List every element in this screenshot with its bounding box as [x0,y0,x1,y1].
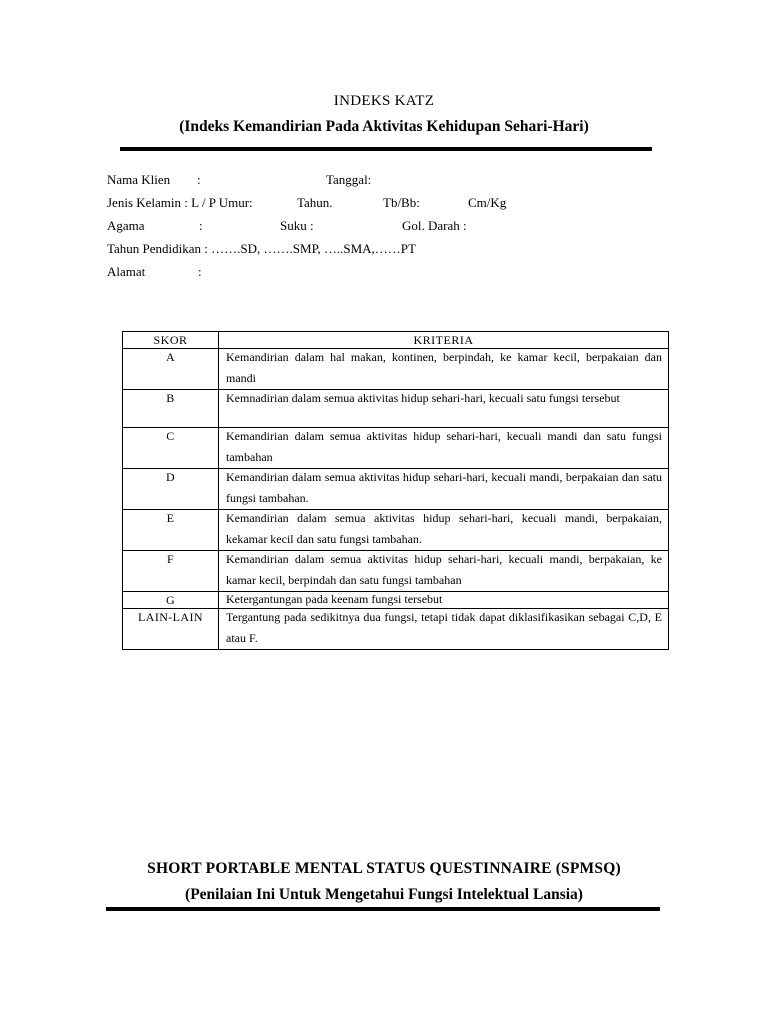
spmsq-title: SHORT PORTABLE MENTAL STATUS QUESTINNAIRE (SPMSQ) [147,860,621,877]
tahun-label: Tahun. [297,195,333,210]
katz-subtitle: (Indeks Kemandirian Pada Aktivitas Kehidupan Sehari-Hari) [179,118,589,135]
tb-bb-label: Tb/Bb: [383,195,420,210]
title-divider [120,147,652,151]
row-kriteria [219,510,669,551]
nama-klien-label: Nama Klien [107,172,171,187]
row-kriteria [219,592,669,609]
jenis-kelamin-umur-label: Jenis Kelamin : L / P Umur: [107,195,253,210]
table-row [123,428,669,469]
nama-klien-colon: : [197,172,201,187]
table-row [123,609,669,650]
row-kriteria-text: Kemnadirian dalam semua aktivitas hidup sehari-hari, kecuali satu fungsi tersebut [226,391,620,405]
header-skor: SKOR [123,332,219,349]
row-kriteria [219,428,669,469]
row-kriteria-text: Kemandirian dalam semua aktivitas hidup sehari-hari, kecuali mandi, berpakaian dan satu fungsi tambahan. [226,470,662,505]
tahun-pendidikan-label: Tahun Pendidikan : …….SD, …….SMP, …..SMA,……PT [107,241,416,256]
row-skor: C [123,428,219,469]
agama-label: Agama [107,218,145,233]
row-skor: D [123,469,219,510]
table-row [123,510,669,551]
row-kriteria-text: Kemandirian dalam semua aktivitas hidup sehari-hari, kecuali mandi, berpakaian, kekamar kecil dan satu fungsi tambahan. [226,511,662,546]
row-kriteria-text: Kemandirian dalam semua aktivitas hidup sehari-hari, kecuali mandi, berpakaian, ke kamar kecil, berpindah dan satu fungsi tambahan [226,552,662,587]
alamat-colon: : [198,264,202,279]
row-kriteria [219,469,669,510]
spmsq-divider [106,907,660,911]
row-kriteria-text: Kemandirian dalam hal makan, kontinen, berpindah, ke kamar kecil, berpakaian dan mandi [226,350,662,385]
gol-darah-label: Gol. Darah : [402,218,467,233]
spmsq-subtitle: (Penilaian Ini Untuk Mengetahui Fungsi Intelektual Lansia) [185,886,583,903]
table-row [123,349,669,390]
table-row [123,390,669,428]
row-skor: A [123,349,219,390]
row-skor: B [123,390,219,428]
table-row [123,469,669,510]
tanggal-label: Tanggal: [326,172,372,187]
agama-colon: : [199,218,203,233]
alamat-label: Alamat [107,264,146,279]
table-header-row [123,332,669,349]
row-kriteria [219,609,669,650]
row-kriteria-text: Kemandirian dalam semua aktivitas hidup sehari-hari, kecuali mandi dan satu fungsi tambahan [226,429,662,464]
katz-title: INDEKS KATZ [333,93,435,109]
row-skor: E [123,510,219,551]
row-skor: LAIN-LAIN [123,609,219,650]
row-kriteria-text: Ketergantungan pada keenam fungsi tersebut [226,592,443,606]
row-kriteria [219,551,669,592]
row-kriteria [219,390,669,428]
katz-table [122,331,669,650]
row-kriteria [219,349,669,390]
header-kriteria: KRITERIA [219,332,669,349]
table-row [123,592,669,609]
row-skor: G [123,592,219,609]
suku-label: Suku : [280,218,314,233]
table-row [123,551,669,592]
cm-kg-label: Cm/Kg [468,195,507,210]
row-skor: F [123,551,219,592]
row-kriteria-text: Tergantung pada sedikitnya dua fungsi, tetapi tidak dapat diklasifikasikan sebagai C,D, E atau F. [226,610,662,645]
